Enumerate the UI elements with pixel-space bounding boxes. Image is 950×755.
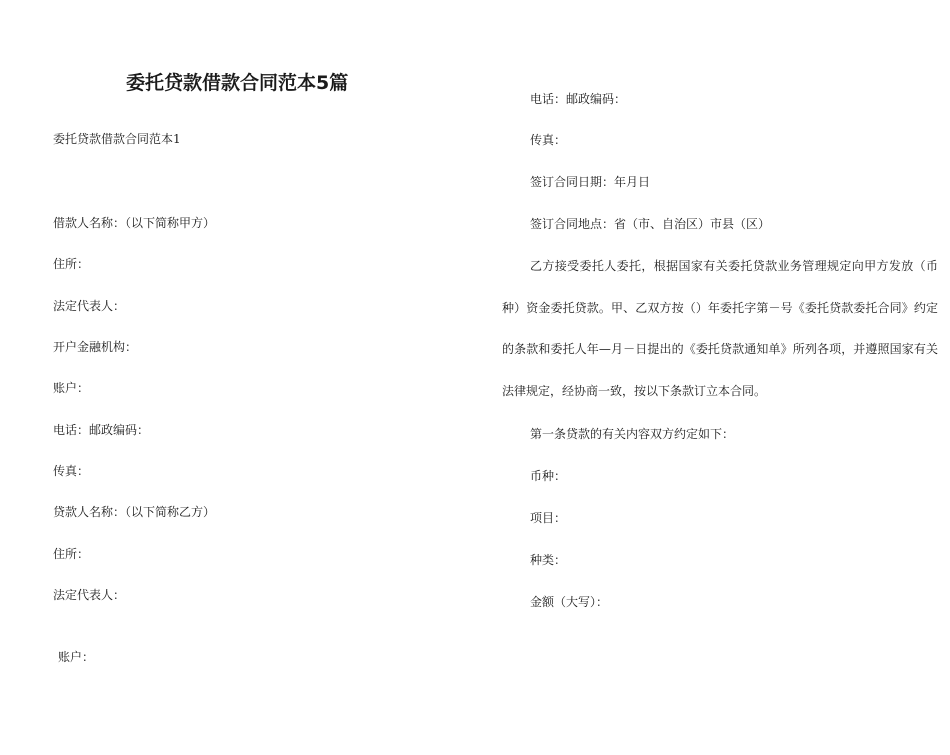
- borrower-legal-rep-field: 法定代表人：: [53, 299, 126, 313]
- lender-name-field: 贷款人名称：（以下简称乙方）: [53, 505, 216, 519]
- borrower-account-field: 账户：: [53, 381, 90, 395]
- currency-field: 币种：: [530, 469, 567, 483]
- contract-intro-paragraph: 乙方接受委托人委托，根据国家有关委托贷款业务管理规定向甲方发放（币种）资金委托贷款。甲、乙双方按（）年委托字第－号《委托贷款委托合同》约定的条款和委托人年—月－日提出的《委托贷款通知单》所列各项，并遵照国家有关法律规定，经协商一致，按以下条款订立本合同。: [502, 259, 938, 398]
- signing-date-field: 签订合同日期：年月日: [530, 175, 651, 189]
- contract-subtitle: 委托贷款借款合同范本1: [53, 132, 181, 146]
- borrower-address-field: 住所：: [53, 257, 90, 271]
- document-title: 委托贷款借款合同范本5篇: [126, 72, 349, 94]
- project-field: 项目：: [530, 511, 567, 525]
- signing-place-field: 签订合同地点：省（市、自治区）市县（区）: [530, 217, 771, 231]
- borrower-name-field: 借款人名称：（以下简称甲方）: [53, 216, 216, 230]
- borrower-phone-field: 电话：邮政编码：: [53, 423, 150, 437]
- lender-phone-field: 电话：邮政编码：: [530, 92, 627, 106]
- borrower-fax-field: 传真：: [53, 464, 90, 478]
- lender-fax-field: 传真：: [530, 133, 567, 147]
- lender-account-field: 账户：: [58, 650, 95, 664]
- borrower-bank-field: 开户金融机构：: [53, 340, 138, 354]
- type-field: 种类：: [530, 553, 567, 567]
- lender-legal-rep-field: 法定代表人：: [53, 588, 126, 602]
- lender-address-field: 住所：: [53, 547, 90, 561]
- amount-field: 金额（大写）：: [530, 595, 609, 609]
- article-one-heading: 第一条贷款的有关内容双方约定如下：: [530, 427, 735, 441]
